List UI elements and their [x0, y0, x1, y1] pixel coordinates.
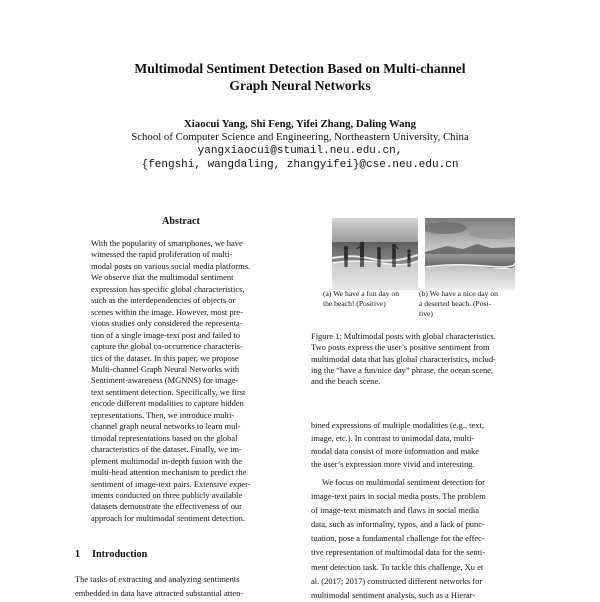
subcaption-line: (a) We have a fun day on	[323, 289, 399, 298]
caption-line: and the beach scene.	[311, 376, 381, 387]
figure-1a-beach-photo	[332, 218, 418, 290]
figure-1-caption	[311, 331, 533, 387]
right-column-paragraph-1	[311, 419, 533, 471]
body-line: al. (2017; 2017) constructed different networks for	[311, 575, 483, 586]
body-line: of image-text mismatch and flaws in social media	[311, 505, 479, 516]
abstract-line: characteristics of the dataset. Finally, we im-	[91, 444, 242, 455]
body-line: image-text pairs in social media posts. The problem	[311, 491, 486, 502]
figure-1b-subcaption	[419, 289, 498, 319]
abstract-line: multi-head attention mechanism to predict the	[91, 467, 247, 478]
abstract-line: tion of a single image-text post and failed to	[91, 329, 241, 340]
abstract-line: approach for multimodal sentiment detection.	[91, 512, 245, 523]
body-line: multimodal sentiment analysis, such as a Hierar-	[311, 589, 476, 600]
abstract-line: Multi-channel Graph Neural Networks with	[91, 363, 240, 374]
body-line: embedded in data have attracted substantial atten-	[75, 588, 244, 598]
abstract-line: iments conducted on three publicly available	[91, 489, 243, 500]
abstract-line: vious studies only considered the representa-	[91, 318, 243, 329]
abstract-line: witnessed the rapid proliferation of multi-	[91, 249, 233, 260]
abstract-line: encode different modalities to capture hidden	[91, 398, 244, 409]
body-line: the user’s expression more vivid and interesting.	[311, 459, 475, 469]
abstract-heading: Abstract	[162, 216, 200, 227]
abstract-line: datasets demonstrate the effectiveness of our	[91, 501, 242, 512]
right-column-paragraph-2	[311, 475, 533, 602]
abstract-line: tics of the dataset. In this paper, we propose	[91, 352, 239, 363]
author-email-1: yangxiaocui@stumail.neu.edu.cn,	[197, 145, 403, 157]
subcaption-line: tive)	[419, 309, 433, 318]
paper-title-line-1: Multimodal Sentiment Detection Based on Multi-channel	[134, 61, 466, 76]
abstract-line: such as the interdependencies of objects or	[91, 295, 236, 306]
abstract-line: modal posts on various social media platforms.	[91, 260, 251, 271]
author-email-2: {fengshi, wangdaling, zhangyifei}@cse.neu.edu.cn	[141, 159, 459, 171]
body-line: The tasks of extracting and analyzing sentiments	[75, 574, 240, 584]
abstract-line: timodal representations based on the global	[91, 432, 238, 443]
abstract-line: expression has specific global characteristics,	[91, 283, 245, 294]
abstract-line: text sentiment detection. Specifically, we first	[91, 386, 246, 397]
caption-line: multimodal data that has global characteristics, includ-	[311, 353, 496, 364]
abstract-body	[91, 238, 273, 524]
body-line: tuation, pose a fundamental challenge for the effec-	[311, 533, 485, 544]
subcaption-line: the beach! (Positive)	[323, 299, 386, 308]
subcaption-line: a deserted beach. (Posi-	[419, 299, 492, 308]
body-line: We focus on multimodal sentiment detection for	[322, 477, 485, 487]
abstract-line: sentiment of image-text pairs. Extensive exper-	[91, 478, 251, 489]
body-line: bined expressions of multiple modalities (e.g., text,	[311, 420, 484, 430]
body-line: tive representation of multimodal data for the senti-	[311, 547, 486, 558]
paper-title-line-2: Graph Neural Networks	[229, 78, 371, 93]
introduction-body	[75, 572, 243, 600]
abstract-line: We observe that the multimodal sentiment	[91, 272, 234, 283]
section-heading-introduction	[75, 549, 147, 561]
abstract-line: representations. Then, we introduce multi-	[91, 409, 235, 420]
abstract-line: With the popularity of smartphones, we have	[91, 238, 243, 248]
body-line: data, such as informality, typos, and a lack of punc-	[311, 519, 485, 530]
figure-1a-subcaption	[323, 289, 399, 309]
abstract-line: plement multimodal in-depth fusion with the	[91, 455, 243, 466]
figure-1b-deserted-beach-photo	[425, 218, 515, 290]
section-title: Introduction	[92, 549, 148, 560]
paper-title	[60, 60, 540, 94]
section-number: 1	[75, 549, 81, 560]
abstract-line: capture the global co-occurrence characteris-	[91, 341, 243, 352]
abstract-line: Sentiment-awareness (MGNNS) for image-	[91, 375, 239, 386]
abstract-line: scenes within the image. However, most pre-	[91, 306, 243, 317]
subcaption-line: (b) We have a nice day on	[419, 289, 498, 298]
affiliation: School of Computer Science and Engineering, Northeastern University, China	[131, 131, 469, 143]
author-list: Xiaocui Yang, Shi Feng, Yifei Zhang, Daling Wang	[184, 118, 416, 130]
body-line: image, etc.). In contrast to unimodal data, multi-	[311, 433, 475, 443]
caption-line: Figure 1: Multimodal posts with global characteristics.	[311, 331, 496, 341]
body-line: modal data consist of more information and make	[311, 446, 480, 456]
abstract-line: channel graph neural networks to learn mul-	[91, 421, 241, 432]
caption-line: ing the “have a fun/nice day” phrase, the ocean scene,	[311, 364, 494, 375]
body-line: ment detection task. To tackle this challenge, Xu et	[311, 561, 484, 572]
caption-line: Two posts express the user’s positive sentiment from	[311, 342, 490, 353]
